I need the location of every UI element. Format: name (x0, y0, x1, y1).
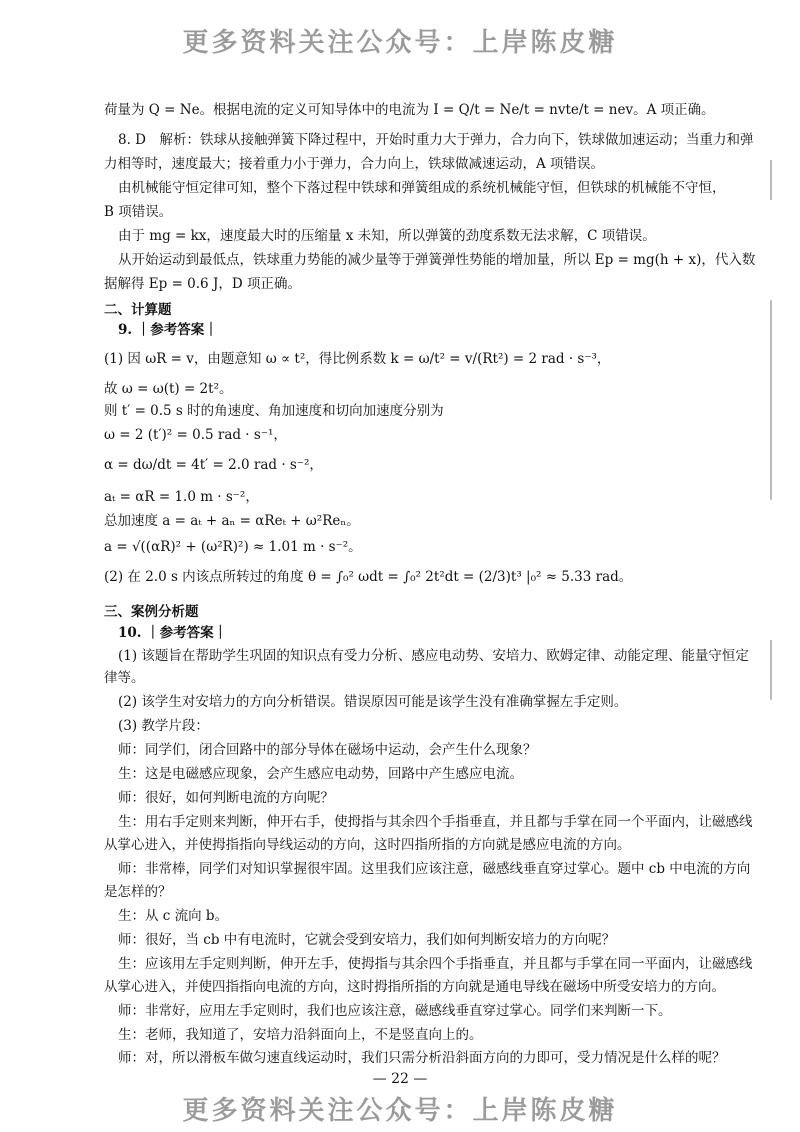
text-line: 力相等时，速度最大；接着重力小于弹力，合力向上，铁球做减速运动，A 项错误。 (104, 156, 605, 172)
page-number: — 22 — (372, 1071, 428, 1087)
watermark-top: 更多资料关注公众号：上岸陈皮糖 (182, 28, 618, 58)
dialogue-line: 生：用右手定则来判断，伸开右手，使拇指与其余四个手指垂直，并且都与手掌在同一个平面内，让磁感线 (118, 814, 753, 830)
scan-edge-mark (770, 160, 772, 200)
dialogue-line: 生：老师，我知道了，安培力沿斜面向上，不是竖直向上的。 (118, 1027, 483, 1043)
dialogue-line: 生：应该用左手定则判断，伸开左手，使拇指与其余四个手指垂直，并且都与手掌在同一平面内，让磁感线 (118, 956, 753, 972)
section-heading: 二、计算题 (104, 302, 172, 318)
formula-line: a = √((αR)² + (ω²R)²) ≈ 1.01 m · s⁻²。 (104, 539, 362, 555)
watermark-bottom: 更多资料关注公众号：上岸陈皮糖 (182, 1096, 618, 1126)
text-line: 由于 mg = kx，速度最大时的压缩量 x 未知，所以弹簧的劲度系数无法求解，C 项错误。 (118, 228, 656, 244)
text-line: 由机械能守恒定律可知，整个下落过程中铁球和弹簧组成的系统机械能守恒，但铁球的机械能不守恒， (118, 180, 726, 196)
text-line: 则 t′ = 0.5 s 时的角速度、角加速度和切向加速度分别为 (104, 403, 444, 419)
text-line: 律等。 (104, 670, 145, 686)
dialogue-line: 师：非常好，应用左手定则时，我们也应该注意，磁感线垂直穿过掌心。同学们来判断一下。 (118, 1003, 672, 1019)
text-line: 荷量为 Q = Ne。根据电流的定义可知导体中的电流为 I = Q/t = Ne/t = nvte/t = nev。A 项正确。 (104, 102, 715, 118)
text-line: (2) 该学生对安培力的方向分析错误。错误原因可能是该学生没有准确掌握左手定则。 (118, 694, 628, 710)
dialogue-line: 师：非常棒，同学们对知识掌握很牢固。这里我们应该注意，磁感线垂直穿过掌心。题中 cb 中电流的方向 (118, 861, 751, 877)
scan-edge-mark (770, 640, 772, 700)
dialogue-line: 从掌心进入，并使四指指向电流的方向，这时拇指所指的方向就是通电导线在磁场中所受安培力的方向。 (104, 979, 725, 995)
dialogue-line: 师：对，所以滑板车做匀速直线运动时，我们只需分析沿斜面方向的力即可，受力情况是什么样的呢？ (118, 1050, 726, 1066)
formula-line: 总加速度 a = aₜ + aₙ = αReₜ + ω²Reₙ。 (104, 513, 360, 529)
dialogue-line: 从掌心进入，并使拇指指向导线运动的方向，这时四指所指的方向就是感应电流的方向。 (104, 837, 631, 853)
dialogue-line: 生：这是电磁感应现象，会产生感应电动势，回路中产生感应电流。 (118, 766, 523, 782)
text-line: 8. D 解析：铁球从接触弹簧下降过程中，开始时重力大于弹力，合力向下，铁球做加速运动；当重力和弹 (118, 132, 754, 148)
formula-line: aₜ = αR = 1.0 m · s⁻²， (104, 489, 259, 505)
formula-line: (2) 在 2.0 s 内该点所转过的角度 θ = ∫₀² ωdt = ∫₀² 2t²dt = (2/3)t³ |₀² ≈ 5.33 rad。 (104, 569, 633, 585)
text-line: B 项错误。 (104, 204, 173, 220)
dialogue-line: 师：很好，当 cb 中有电流时，它就会受到安培力，我们如何判断安培力的方向呢？ (118, 932, 616, 948)
answer-heading: 10. ｜参考答案｜ (118, 625, 228, 641)
formula-line: ω = 2 (t′)² = 0.5 rad · s⁻¹， (104, 427, 287, 443)
text-line: 据解得 Ep = 0.6 J，D 项正确。 (104, 276, 301, 292)
section-heading: 三、案例分析题 (104, 604, 199, 620)
scan-edge-mark (770, 300, 772, 500)
dialogue-line: 师：很好，如何判断电流的方向呢？ (118, 790, 334, 806)
dialogue-line: 是怎样的？ (104, 884, 172, 900)
answer-heading: 9. ｜参考答案｜ (118, 322, 218, 338)
dialogue-line: 生：从 c 流向 b。 (118, 908, 229, 924)
dialogue-line: 师：同学们，闭合回路中的部分导体在磁场中运动，会产生什么现象？ (118, 742, 537, 758)
text-line: (1) 该题旨在帮助学生巩固的知识点有受力分析、感应电动势、安培力、欧姆定律、动能定理、能量守恒定 (118, 648, 749, 664)
text-line: (1) 因 ωR = v，由题意知 ω ∝ t²，得比例系数 k = ω/t² = v/(Rt²) = 2 rad · s⁻³， (104, 351, 611, 367)
text-line: 故 ω = ω(t) = 2t²。 (104, 381, 233, 397)
text-line: (3) 教学片段： (118, 718, 209, 734)
formula-line: α = dω/dt = 4t′ = 2.0 rad · s⁻²， (104, 457, 323, 473)
text-line: 从开始运动到最低点，铁球重力势能的减少量等于弹簧弹性势能的增加量，所以 Ep = mg(h + x)，代入数 (118, 252, 756, 268)
